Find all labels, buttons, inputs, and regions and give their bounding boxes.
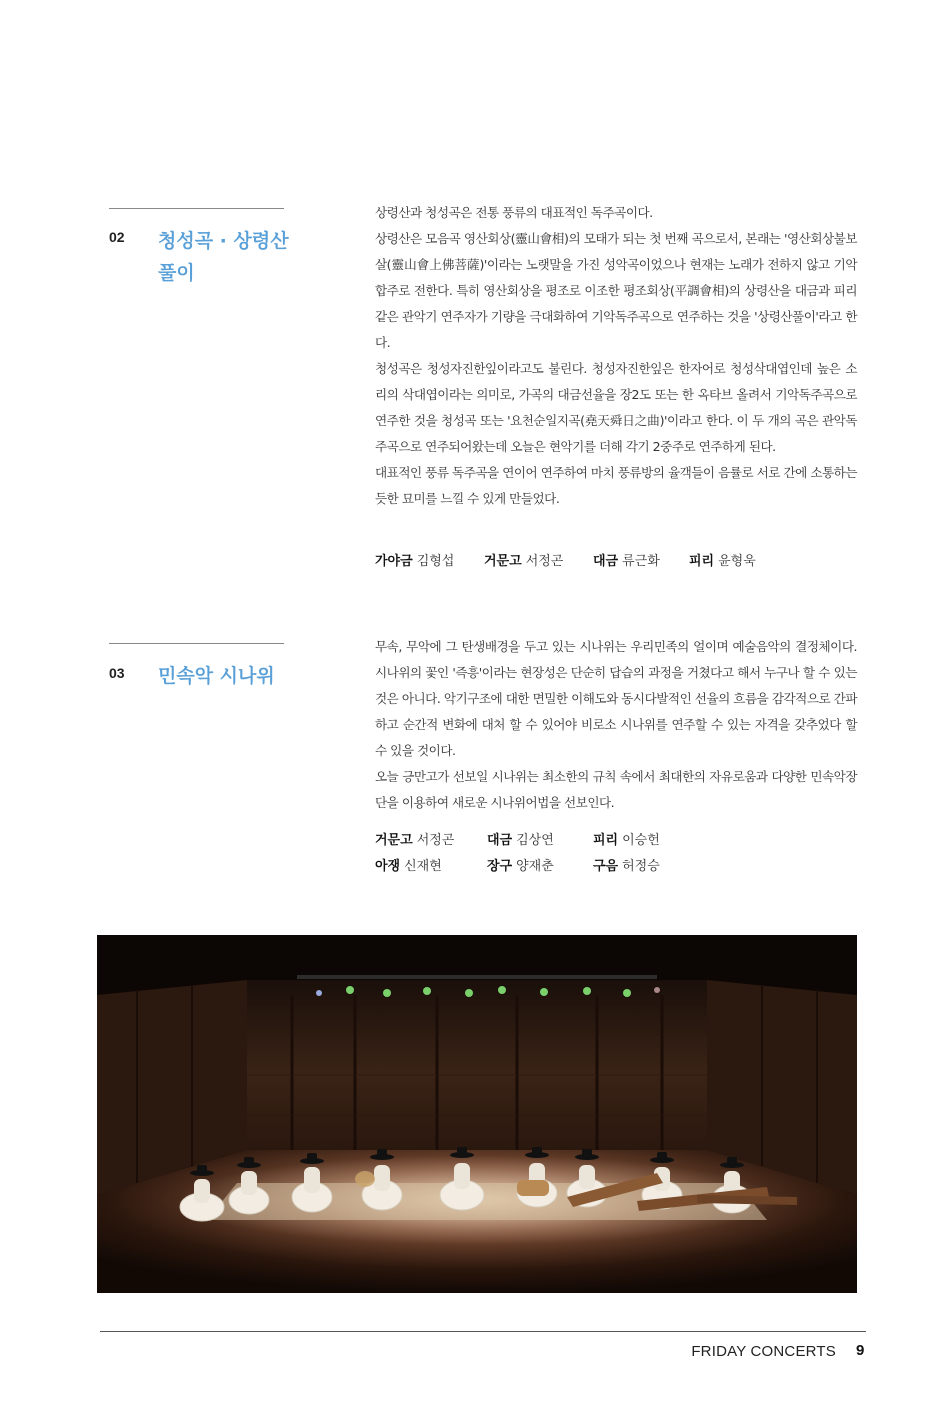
footer-divider [100, 1331, 866, 1332]
performer [487, 828, 554, 854]
section-title-line: 청성곡 · 상령산 [158, 230, 289, 252]
body-paragraph: 상령산은 모음곡 영산회상(靈山會相)의 모태가 되는 첫 번째 곡으로서, 본래는 '영산회상불보살(靈山會上佛菩薩)'이라는 노랫말을 가진 성악곡이었으나 현재는 노래가 전하지 않고 기악합주로 전한다. 특히 영산회상을 평조로 이조한 평조회상(平調會相)의 상령산을 대금과 피리 같은 관악기 연주자가 기량을 극대화하여 기악독주곡으로 연주하는 것을 '상령산풀이'라고 한다. [375, 231, 857, 350]
performer-role: 가야금 [375, 554, 413, 569]
section-body [375, 634, 857, 816]
performer [593, 854, 660, 880]
performer-name: 윤형욱 [718, 554, 756, 569]
performer-name: 김상연 [516, 833, 554, 848]
section-divider [109, 643, 284, 644]
body-paragraph: 대표적인 풍류 독주곡을 연이어 연주하여 마치 풍류방의 율객들이 음률로 서로 간에 소통하는 듯한 묘미를 느낄 수 있게 만들었다. [375, 465, 857, 506]
performer-name: 신재현 [404, 859, 442, 874]
performer-role: 거문고 [484, 554, 522, 569]
section-body [375, 200, 857, 512]
body-paragraph: 무속, 무악에 그 탄생배경을 두고 있는 시나위는 우리민족의 얼이며 예술음악의 결정체이다. 시나위의 꽃인 '즉흥'이라는 현장성은 단순히 답습의 과정을 거쳤다고 해서 누구나 할 수 있는 것은 아니다. 악기구조에 대한 면밀한 이해도와 동시다발적인 선율의 흐름을 감각적으로 간파하고 순간적 변화에 대처 할 수 있어야 비로소 시나위를 연주할 수 있는 자격을 갖추었다 할 수 있을 것이다. [375, 639, 857, 758]
section-number: 03 [109, 665, 125, 681]
performer-name: 김형섭 [416, 554, 455, 569]
performer-role: 구음 [593, 859, 619, 874]
body-paragraph: 오늘 긍만고가 선보일 시나위는 최소한의 규칙 속에서 최대한의 자유로움과 다양한 민속악장단을 이용하여 새로운 시나위어법을 선보인다. [375, 769, 857, 810]
performer-name: 이승헌 [622, 833, 660, 848]
concert-photo [97, 935, 857, 1293]
body-paragraph: 청성곡은 청성자진한잎이라고도 불린다. 청성자진한잎은 한자어로 청성삭대엽인데 높은 소리의 삭대엽이라는 의미로, 가곡의 대금선율을 장2도 또는 한 옥타브 올려서 기악독주곡으로 연주한 것을 청성곡 또는 '요천순일지곡(堯天舜日之曲)'이라고 한다. 이 두 개의 곡은 관악독주곡으로 연주되어왔는데 오늘은 현악기를 더해 각기 2중주로 연주하게 된다. [375, 361, 857, 454]
performer [375, 854, 442, 880]
performer-list [375, 549, 857, 575]
section-divider [109, 208, 284, 209]
performer-role: 대금 [487, 833, 513, 848]
performer [689, 549, 756, 575]
body-paragraph: 상령산과 청성곡은 전통 풍류의 대표적인 독주곡이다. [375, 205, 653, 220]
performer-role: 아쟁 [375, 859, 401, 874]
performer-list [375, 828, 857, 880]
performer-role: 장구 [487, 859, 513, 874]
section-title [158, 660, 308, 692]
performer [593, 828, 660, 854]
performer-row [375, 828, 857, 854]
section-title-line: 민속악 시나위 [158, 665, 275, 687]
footer-label: FRIDAY CONCERTS [691, 1343, 836, 1360]
section-title-line: 풀이 [158, 262, 195, 284]
section-title [158, 225, 308, 289]
performer-role: 거문고 [375, 833, 413, 848]
performer-name: 양재춘 [516, 859, 554, 874]
performer [375, 828, 454, 854]
performer-role: 피리 [593, 833, 619, 848]
performer-row [375, 549, 857, 575]
performer-row [375, 854, 857, 880]
performer [375, 549, 454, 575]
performer-role: 대금 [593, 554, 619, 569]
performer-name: 허정승 [622, 859, 660, 874]
performer [593, 549, 660, 575]
performer-name: 류근화 [622, 554, 660, 569]
performer-role: 피리 [689, 554, 715, 569]
performer [487, 854, 554, 880]
page-number: 9 [856, 1342, 865, 1359]
performer [484, 549, 563, 575]
section-number: 02 [109, 229, 125, 245]
performer-name: 서정곤 [525, 554, 564, 569]
performer-name: 서정곤 [416, 833, 455, 848]
